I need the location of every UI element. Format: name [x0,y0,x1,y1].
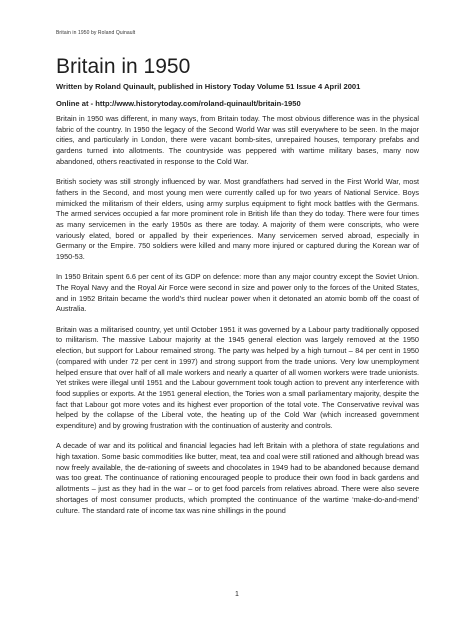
running-header: Britain in 1950 by Roland Quinault [56,30,136,36]
source-link[interactable]: http://www.historytoday.com/roland-quinault/britain-1950 [95,99,301,108]
byline: Written by Roland Quinault, published in History Today Volume 51 Issue 4 April 2001 [56,82,361,91]
paragraph: A decade of war and its political and financial legacies had left Britain with a plethora of state regulations and high taxation. Some basic commodities like butter, meat, tea and coal were still rationed and although bread was now freely available, the de-rationing of sweets and chocolates in 1949 had to be abandoned because demand was too great. The continuance of rationing encouraged people to produce their own food in back gardens and allotments – just as they had in the war – or to get food parcels from relatives abroad. There were also severe shortages of most consumer products, which prompted the continuance of the wartime ‘make-do-and-mend’ culture. The standard rate of income tax was nine shillings in the pound [56,441,419,515]
page-title: Britain in 1950 [56,55,191,78]
page-number: 1 [235,591,239,598]
paragraph: Britain in 1950 was different, in many ways, from Britain today. The most obvious difference was in the physical fabric of the country. In 1950 the legacy of the Second World War was still everywhere to be seen. In the major cities, and particularly in London, there were vacant bomb-sites, unrepaired houses, temporary prefabs and gardens turned into allotments. The countryside was peppered with wartime military bases, many now abandoned, others reactivated in response to the Cold War. [56,114,419,166]
paragraph: In 1950 Britain spent 6.6 per cent of its GDP on defence: more than any major country except the Soviet Union. The Royal Navy and the Royal Air Force were second in size and power only to the forces of the United States, and in 1952 Britain became the world’s third nuclear power when it detonated an atomic bomb off the coast of Australia. [56,272,419,314]
online-label: Online at - [56,99,96,108]
online-line [56,99,436,108]
article-body [56,114,419,526]
paragraph: British society was still strongly influenced by war. Most grandfathers had served in the First World War, most fathers in the Second, and most young men were currently called up for two years of National Service. Boys mimicked the militarism of their elders, using army surplus equipment to fight mock battles with the Germans. The armed services occupied a far more prominent role in British life than they do today. There were four times as many servicemen in the early 1950s as there are today. A majority of them were conscripts, who were variously elated, bored or appalled by their experiences. Many servicemen served abroad, especially in Germany or the Empire. 750 soldiers were killed and many more injured or captured during the Korean war of 1950-53. [56,177,419,262]
paragraph: Britain was a militarised country, yet until October 1951 it was governed by a Labour party traditionally opposed to militarism. The massive Labour majority at the 1945 general election was largely removed at the 1950 election, but support for Labour remained strong. The party was helped by a high turnout – 84 per cent in 1950 (compared with under 72 per cent in 1997) and strong support from the trade unions. Very low unemployment helped ensure that over half of all male workers and nearly a quarter of all women workers were trade unionists. Yet strikes were illegal until 1951 and the Labour government took tough action to prevent any interference with food supplies or exports. At the 1951 general election, the Tories won a small parliamentary majority, despite the fact that Labour got more votes and its highest ever proportion of the total vote. The Conservative revival was helped by the collapse of the Liberal vote, the heating up of the Cold War (which increased government expenditure) and by growing frustration with the continuation of austerity and controls. [56,324,419,431]
